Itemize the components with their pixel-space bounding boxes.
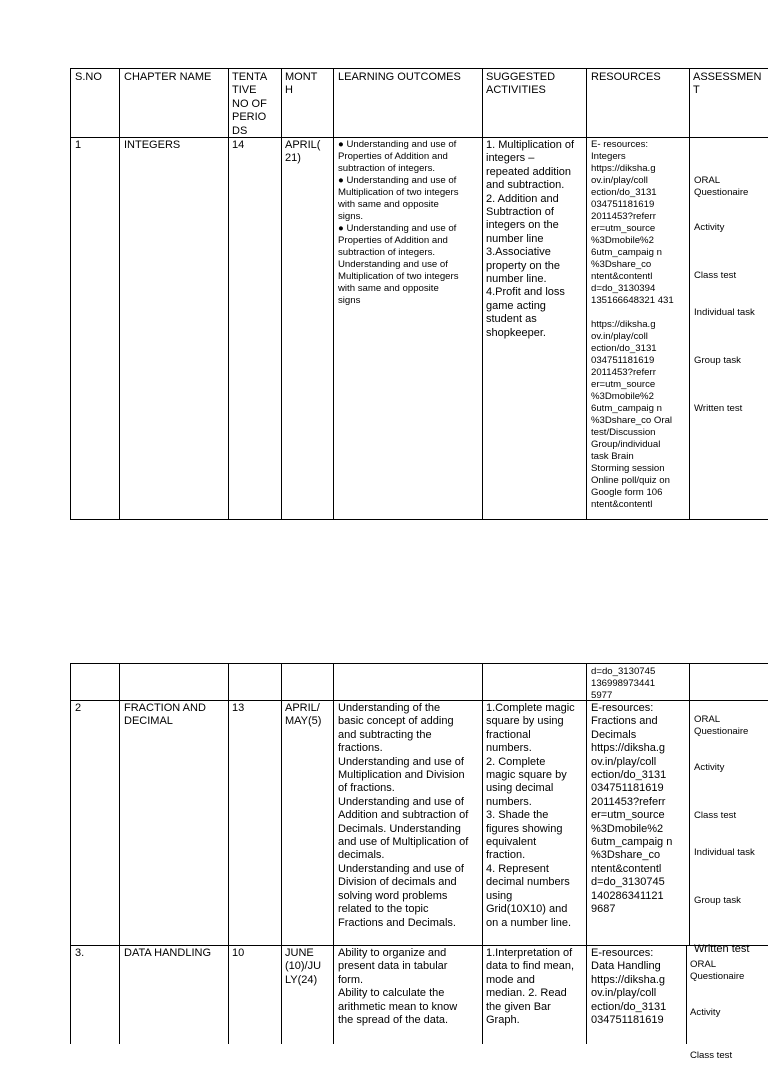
- row1-periods: 14: [232, 139, 245, 151]
- row3-periods: 10: [232, 947, 245, 959]
- syllabus-table-page-2: [70, 663, 768, 1061]
- row3-sno: 3.: [75, 947, 85, 959]
- row1-month: APRIL( 21): [285, 139, 321, 165]
- assessment-item: ORAL Questionaire: [694, 175, 749, 198]
- row1-activities: 1. Multiplication of integers – repeated addition and subtraction. 2. Addition and Subtraction of integers on the number line 3.Associative property on the number line. 4.Profit and loss game acting student as shopkeeper.: [486, 139, 575, 339]
- assessment-item: Activity: [694, 762, 725, 773]
- header-month: MONT H: [285, 71, 318, 97]
- row3-learning-outcomes: Ability to organize and present data in tabular form. Ability to calculate the arithmetic mean to know the spread of the data.: [338, 947, 458, 1027]
- row1-learning-outcomes: ● Understanding and use of Properties of Addition and subtraction of integers. ● Understanding and use of Multiplication of two integers with same and opposite signs. ● Understanding and use of Properties of Addition and subtraction of integers. Understanding and use of Multiplication of two integers with same and opposite signs: [338, 139, 459, 306]
- row3-assessment: [690, 947, 768, 1074]
- assessment-item: Class test: [694, 810, 737, 821]
- header-assessment: ASSESSMEN T: [693, 71, 762, 97]
- assessment-item: Individual task: [694, 847, 755, 858]
- row2-sno: 2: [75, 702, 82, 714]
- assessment-item: ORAL Questionaire: [694, 714, 749, 737]
- assessment-item: Group task: [694, 895, 741, 906]
- assessment-item: Activity: [690, 1007, 721, 1018]
- row2-activities: 1.Complete magic square by using fractional numbers. 2. Complete magic square by using decimal numbers. 3. Shade the figures showing equivalent fraction. 4. Represent decimal numbers using Grid(10X10) and on a number line.: [486, 702, 575, 929]
- header-chapter-name: CHAPTER NAME: [124, 71, 212, 83]
- row2-chapter: FRACTION AND DECIMAL: [124, 702, 206, 728]
- assessment-item: Activity: [694, 222, 725, 233]
- row1-resources: E- resources: Integers https://diksha.g ov.in/play/coll ection/do_3131 034751181619 2011453?referr er=utm_source %3Dmobile%2 6utm_campaig n %3Dshare_co ntent&contentl d=do_3130394 135166648321 431 https://diksha.g ov.in/play/coll ection/do_3131 034751181619 2011453?referr er=utm_source %3Dmobile%2 6utm_campaig n %3Dshare_co Oral test/Discussion Group/individual task Brain Storming session Online poll/quiz on Google form 106 ntent&contentl: [591, 139, 674, 510]
- row2-month: APRIL/ MAY(5): [285, 702, 322, 728]
- row1-sno: 1: [75, 139, 82, 151]
- row2-assessment: [694, 702, 768, 967]
- row1-assessment: [694, 163, 768, 427]
- assessment-item: Written test: [694, 943, 750, 955]
- row3-chapter: DATA HANDLING: [124, 947, 211, 959]
- assessment-item: ORAL Questionaire: [690, 959, 745, 982]
- assessment-item: Written test: [694, 403, 743, 414]
- header-tentative-periods: TENTA TIVE NO OF PERIO DS: [232, 71, 268, 137]
- row1-chapter: INTEGERS: [124, 139, 181, 151]
- row2-resources: E-resources: Fractions and Decimals https://diksha.g ov.in/play/coll ection/do_3131 034751181619 2011453?referr er=utm_source %3Dmobile%2 6utm_campaig n %3Dshare_co ntent&contentl d=do_3130745 140286341121 9687: [591, 702, 673, 916]
- header-learning-outcomes: LEARNING OUTCOMES: [338, 71, 461, 83]
- header-resources: RESOURCES: [591, 71, 661, 83]
- continued-resources: d=do_3130745 136998973441 5977: [591, 666, 656, 701]
- assessment-item: Group task: [694, 355, 741, 366]
- row3-month: JUNE (10)/JU LY(24): [285, 947, 322, 986]
- assessment-item: Class test: [694, 270, 737, 281]
- row2-periods: 13: [232, 702, 245, 714]
- row3-activities: 1.Interpretation of data to find mean, mode and median. 2. Read the given Bar Graph.: [486, 947, 575, 1027]
- assessment-item: Individual task: [694, 307, 755, 318]
- assessment-item: Class test: [690, 1050, 733, 1061]
- row2-learning-outcomes: Understanding of the basic concept of adding and subtracting the fractions. Understanding and use of Multiplication and Division of fractions. Understanding and use of Addition and subtraction of Decimals. Understanding and use of Multiplication of decimals. Understanding and use of Division of decimals and solving word problems related to the topic Fractions and Decimals.: [338, 702, 469, 929]
- row3-resources: E-resources: Data Handling https://diksha.g ov.in/play/coll ection/do_3131 034751181619: [591, 947, 667, 1027]
- header-suggested-activities: SUGGESTED ACTIVITIES: [486, 71, 556, 97]
- syllabus-table-page-1: [70, 68, 768, 520]
- header-sno: S.NO: [75, 71, 102, 83]
